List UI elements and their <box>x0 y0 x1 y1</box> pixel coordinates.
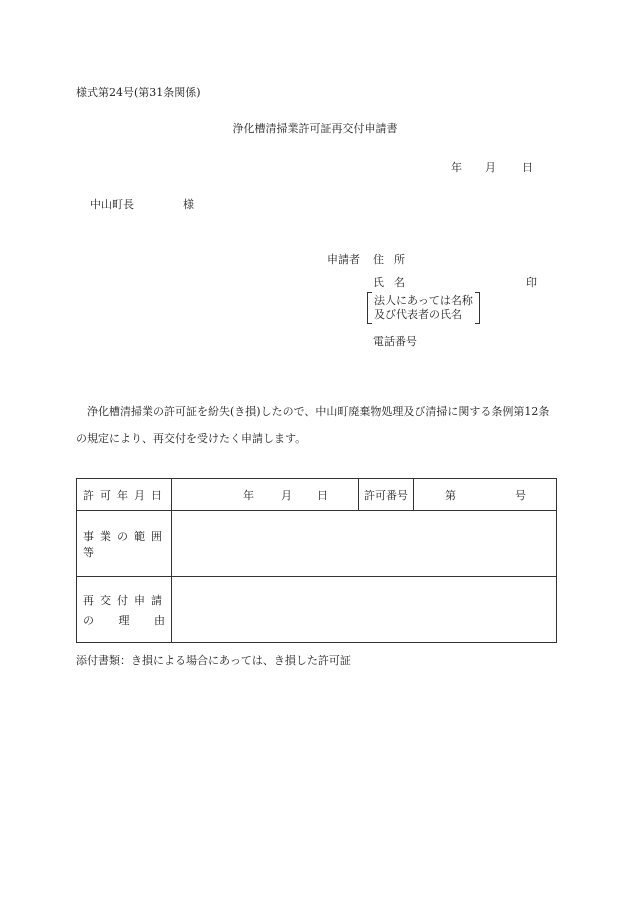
applicant-label: 申請者 <box>327 253 360 266</box>
permit-date-field[interactable] <box>172 479 359 511</box>
business-scope-label: 事業の範囲等 <box>77 511 172 577</box>
permit-number-prefix: 第 <box>445 488 456 502</box>
bracket-right <box>475 292 480 324</box>
permit-date-month: 月 <box>281 488 292 502</box>
reason-label-char: 理 <box>118 613 130 627</box>
permit-date-day: 日 <box>317 488 328 502</box>
date-year-label: 年 <box>451 161 462 174</box>
application-statement: 浄化槽清掃業の許可証を紛失(き損)したので、中山町廃棄物処理及び清掃に関する条例第12条の規定により、再交付を受けたく申請します。 <box>76 405 550 445</box>
permit-date-label: 許可年月日 <box>77 479 172 511</box>
table-row <box>77 577 557 643</box>
date-day-label: 日 <box>522 161 533 174</box>
reissue-reason-label-line2 <box>83 612 171 628</box>
corporation-note-line2: 及び代表者の氏名 <box>374 308 462 321</box>
date-month-label: 月 <box>485 161 496 174</box>
business-scope-field[interactable] <box>172 511 557 577</box>
name-label: 氏名 <box>373 276 415 289</box>
reason-label-char: の <box>83 613 94 627</box>
addressee: 中山町長 <box>90 198 134 211</box>
reason-label-char: 由 <box>154 613 165 627</box>
permit-number-label: 許可番号 <box>359 479 414 511</box>
reissue-reason-field[interactable] <box>172 577 557 643</box>
reissue-reason-label <box>77 577 172 643</box>
table-row <box>77 511 557 577</box>
permit-date-year: 年 <box>243 488 254 502</box>
corporation-note <box>367 292 480 324</box>
phone-label: 電話番号 <box>373 335 417 348</box>
address-label: 住所 <box>373 253 415 266</box>
permit-number-field[interactable] <box>414 479 557 511</box>
form-number: 様式第24号(第31条関係) <box>76 86 201 99</box>
reissue-reason-label-line1: 再交付申請 <box>83 593 168 607</box>
attachment-note: 添付書類：き損による場合にあっては、き損した許可証 <box>76 654 351 667</box>
permit-number-suffix: 号 <box>515 488 526 502</box>
corporation-note-line1: 法人にあっては名称 <box>374 294 473 307</box>
application-table <box>76 478 557 643</box>
bracket-left <box>367 292 372 324</box>
table-row <box>77 479 557 511</box>
document-title: 浄化槽清掃業許可証再交付申請書 <box>232 122 398 135</box>
seal-mark: 印 <box>526 276 537 289</box>
honorific: 様 <box>183 198 194 211</box>
